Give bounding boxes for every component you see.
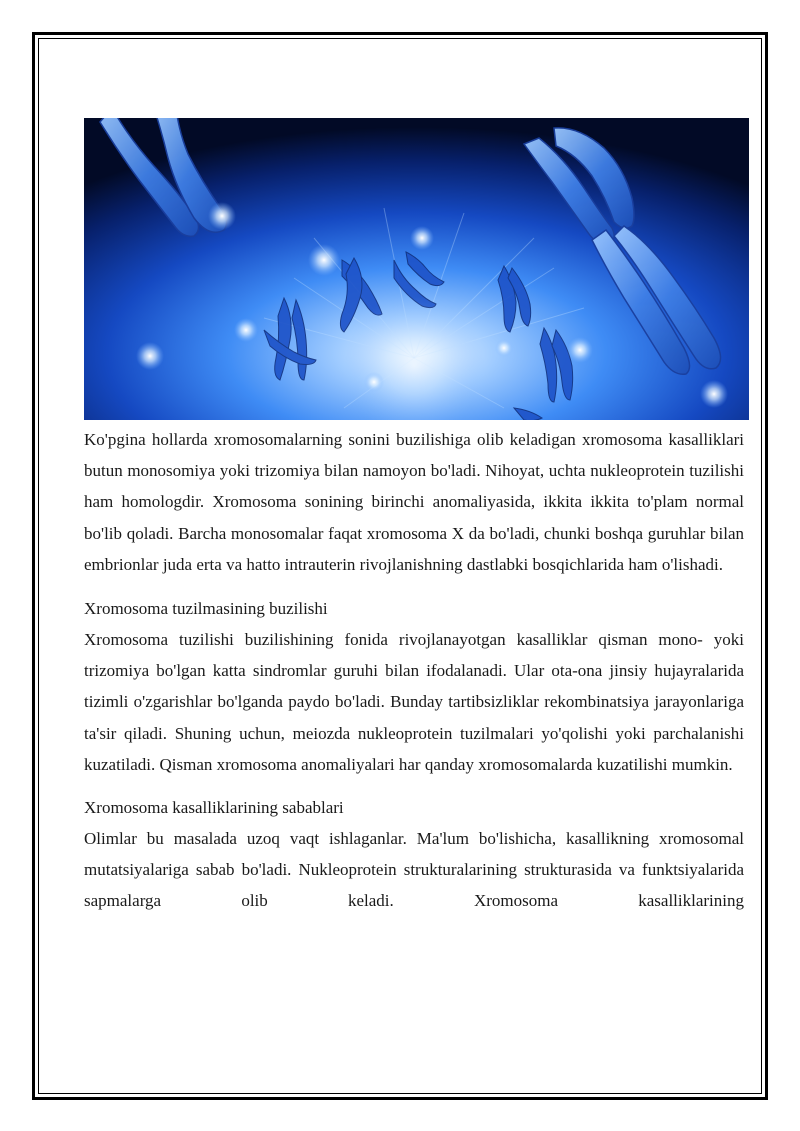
article-body xyxy=(84,424,744,917)
paragraph-causes: Olimlar bu masalada uzoq vaqt ishlaganlar. Ma'lum bo'lishicha, kasallikning xromosomal mutatsiyalariga sabab bo'ladi. Nukleoprotein strukturalarining strukturasida va funktsiyalarida sapmalarga olib keladi. Xromosoma kasalliklarining xyxy=(84,829,744,911)
section-heading-structure: Xromosoma tuzilmasining buzilishi xyxy=(84,599,328,619)
paragraph-structure: Xromosoma tuzilishi buzilishining fonida rivojlanayotgan kasalliklar qisman mono- yoki trizomiya bo'lgan katta sindromlar guruhi bilan ifodalanadi. Ular ota-ona jinsiy hujayralarida tizimli o'zgarishlar bo'lganda paydo bo'ladi. Bunday tartibsizliklar rekombinatsiya jarayonlariga ta'sir qiladi. Shuning uchun, meiozda nukleoprotein tuzilmalari yo'qolishi yoki parchalanishi kuzatiladi. Qisman xromosoma anomaliyalari har qanday xromosomalarda kuzatilishi mumkin. xyxy=(84,630,744,774)
paragraph-intro: Ko'pgina hollarda xromosomalarning sonini buzilishiga olib keladigan xromosoma kasalliklari butun monosomiya yoki trizomiya bilan namoyon bo'ladi. Nihoyat, uchta nukleoprotein tuzilishi ham homologdir. Xromosoma sonining birinchi anomaliyasida, ikkita ikkita to'plam normal bo'lib qoladi. Barcha monosomalar faqat xromosoma X da bo'ladi, chunki boshqa guruhlar bilan embrionlar juda erta va hatto intrauterin rivojlanishning dastlabki bosqichlarida ham o'lishadi. xyxy=(84,430,744,574)
chromosomes-image xyxy=(84,118,749,420)
section-heading-causes: Xromosoma kasalliklarining sabablari xyxy=(84,798,344,818)
